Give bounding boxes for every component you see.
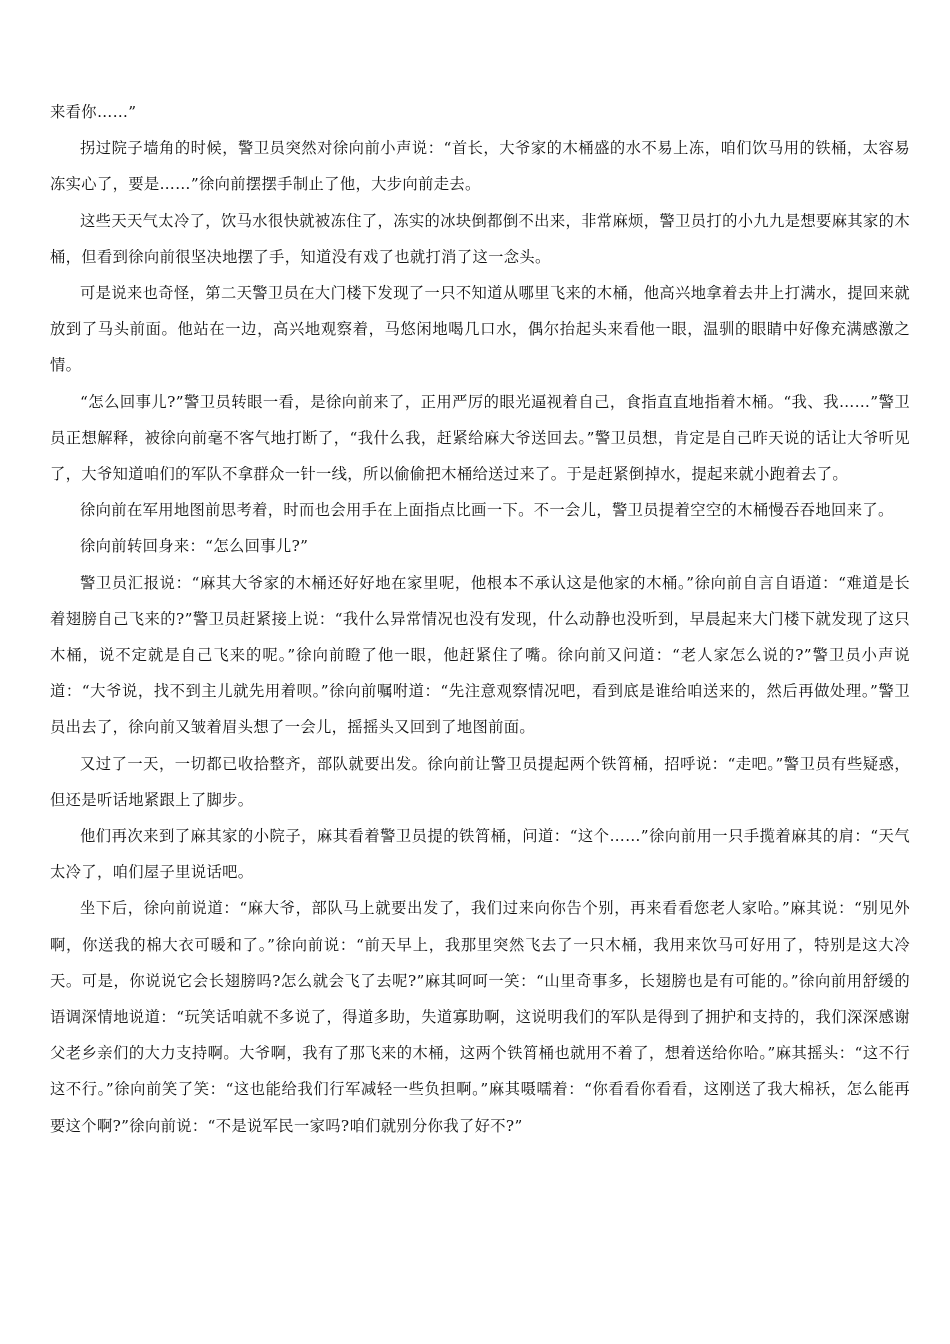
paragraph-9: 又过了一天，一切都已收拾整齐，部队就要出发。徐向前让警卫员提起两个铁筲桶，招呼说：“走吧。”警卫员有些疑惑，但还是听话地紧跟上了脚步。 <box>50 754 910 809</box>
paragraph-2: 拐过院子墙角的时候，警卫员突然对徐向前小声说：“首长，大爷家的木桶盛的水不易上冻，咱们饮马用的铁桶，太容易冻实心了，要是……”徐向前摆摆手制止了他，大步向前走去。 <box>50 139 910 194</box>
paragraph-5: “怎么回事儿?”警卫员转眼一看，是徐向前来了，正用严厉的眼光逼视着自己，食指直直地指着木桶。“我、我……”警卫员正想解释，被徐向前毫不客气地打断了，“我什么我，赶紧给麻大爷送回去。”警卫员想，肯定是自己昨天说的话让大爷听见了，大爷知道咱们的军队不拿群众一针一线，所以偷偷把木桶给送过来了。于是赶紧倒掉水，提起来就小跑着去了。 <box>50 392 910 484</box>
paragraph-3: 这些天天气太冷了，饮马水很快就被冻住了，冻实的冰块倒都倒不出来，非常麻烦，警卫员打的小九九是想要麻其家的木桶，但看到徐向前很坚决地摆了手，知道没有戏了也就打消了这一念头。 <box>50 211 910 266</box>
paragraph-1: 来看你……” <box>50 103 137 121</box>
document-page <box>50 94 910 1144</box>
paragraph-6: 徐向前在军用地图前思考着，时而也会用手在上面指点比画一下。不一会儿，警卫员提着空空的木桶慢吞吞地回来了。 <box>80 501 894 520</box>
paragraph-7: 徐向前转回身来：“怎么回事儿?” <box>80 537 309 556</box>
paragraph-4: 可是说来也奇怪，第二天警卫员在大门楼下发现了一只不知道从哪里飞来的木桶，他高兴地拿着去井上打满水，提回来就放到了马头前面。他站在一边，高兴地观察着，马悠闲地喝几口水，偶尔抬起头来看他一眼，温驯的眼睛中好像充满感激之情。 <box>50 284 910 375</box>
paragraph-11: 坐下后，徐向前说道：“麻大爷，部队马上就要出发了，我们过来向你告个别，再来看看您老人家哈。”麻其说：“别见外啊，你送我的棉大衣可暖和了。”徐向前说：“前天早上，我那里突然飞去了一只木桶，我用来饮马可好用了，特别是这大冷天。可是，你说说它会长翅膀吗?怎么就会飞了去呢?”麻其呵呵一笑：“山里奇事多，长翅膀也是有可能的。”徐向前用舒缓的语调深情地说道：“玩笑话咱就不多说了，得道多助，失道寡助啊，这说明我们的军队是得到了拥护和支持的，我们深深感谢父老乡亲们的大力支持啊。大爷啊，我有了那飞来的木桶，这两个铁筲桶也就用不着了，想着送给你哈。”麻其摇头：“这不行这不行。”徐向前笑了笑：“这也能给我们行军减轻一些负担啊。”麻其嗫嚅着：“你看看你看看，这刚送了我大棉袄，怎么能再要这个啊?”徐向前说：“不是说军民一家吗?咱们就别分你我了好不?” <box>50 899 910 1135</box>
paragraph-8: 警卫员汇报说：“麻其大爷家的木桶还好好地在家里呢，他根本不承认这是他家的木桶。”徐向前自言自语道：“难道是长着翅膀自己飞来的?”警卫员赶紧接上说：“我什么异常情况也没有发现，什么动静也没听到，早晨起来大门楼下就发现了这只木桶，说不定就是自己飞来的呢。”徐向前瞪了他一眼，他赶紧住了嘴。徐向前又问道：“老人家怎么说的?”警卫员小声说道：“大爷说，找不到主儿就先用着呗。”徐向前嘱咐道：“先注意观察情况吧，看到底是谁给咱送来的，然后再做处理。”警卫员出去了，徐向前又皱着眉头想了一会儿，摇摇头又回到了地图前面。 <box>50 573 910 737</box>
paragraph-10: 他们再次来到了麻其家的小院子，麻其看着警卫员提的铁筲桶，问道：“这个……”徐向前用一只手揽着麻其的肩：“天气太冷了，咱们屋子里说话吧。 <box>50 827 910 882</box>
